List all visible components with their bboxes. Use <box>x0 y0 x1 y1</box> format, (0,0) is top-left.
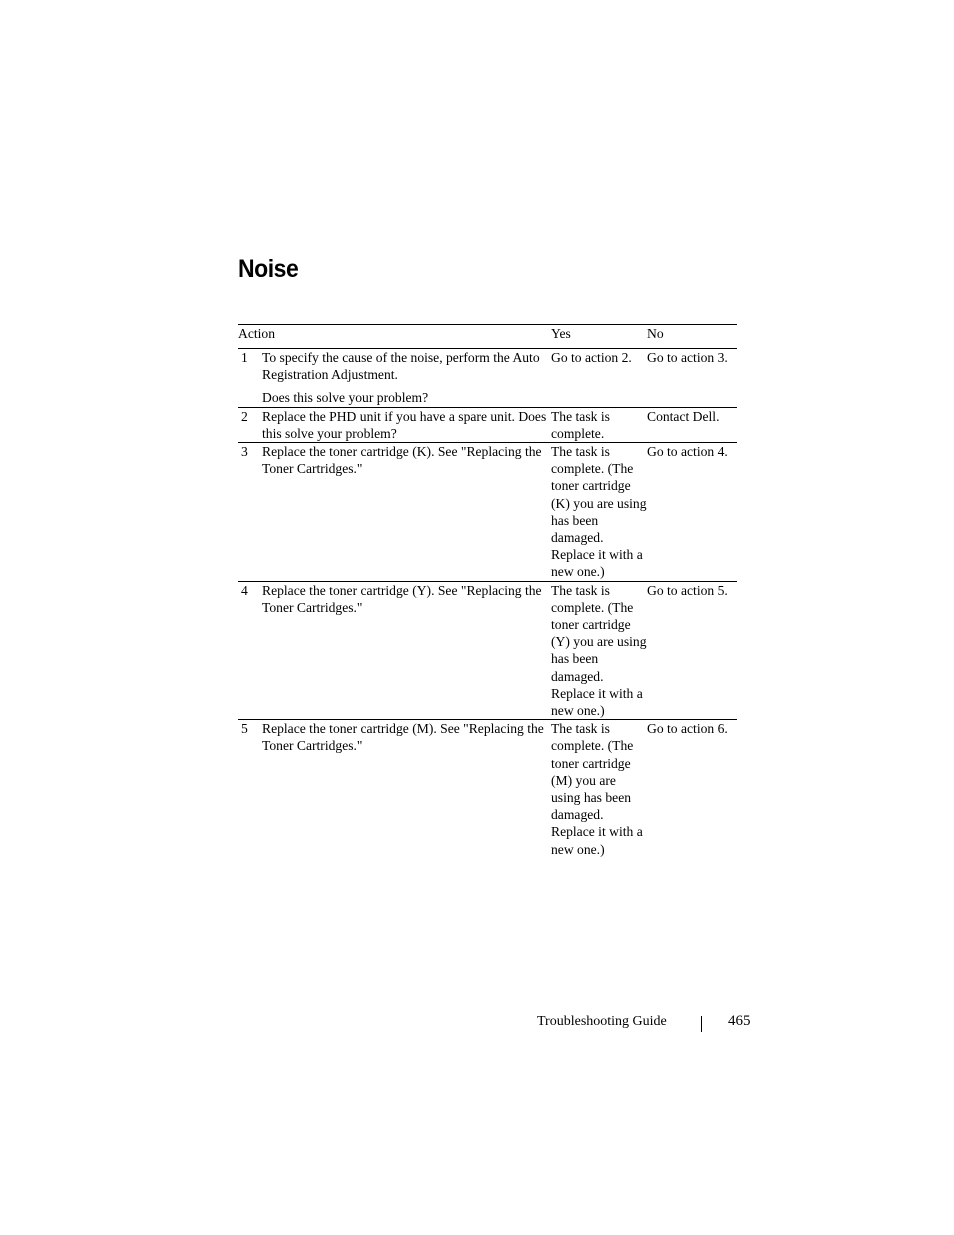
header-no: No <box>647 326 664 341</box>
row-action <box>262 720 551 858</box>
troubleshooting-table <box>238 324 737 858</box>
action-text: Replace the toner cartridge (Y). See "Replacing the Toner Cartridges." <box>262 582 542 615</box>
row-yes: Go to action 2. <box>551 350 632 365</box>
row-no: Go to action 4. <box>647 444 728 460</box>
row-number: 1 <box>241 350 248 365</box>
page-heading: Noise <box>238 255 299 283</box>
action-text: To specify the cause of the noise, perform the Auto Registration Adjustment. <box>262 350 540 383</box>
action-question: Does this solve your problem? <box>262 390 429 406</box>
table-row <box>238 349 737 408</box>
row-yes: The task is complete. (The toner cartridge (Y) you are using has been damaged. Replace it with a new one.) <box>551 582 647 719</box>
row-action <box>262 581 551 720</box>
action-text: Replace the PHD unit if you have a spare unit. Does this solve your problem? <box>262 408 547 441</box>
row-no: Go to action 6. <box>647 721 728 737</box>
row-action <box>262 443 551 582</box>
header-action: Action <box>238 326 275 341</box>
table-row <box>238 720 737 858</box>
row-no: Go to action 3. <box>647 350 728 365</box>
row-yes: The task is complete. (The toner cartridge (K) you are using has been damaged. Replace it with a new one.) <box>551 444 647 580</box>
row-number: 3 <box>241 444 248 460</box>
table-row <box>238 443 737 582</box>
footer-section-title: Troubleshooting Guide <box>537 1014 667 1029</box>
table-header-row <box>238 325 737 349</box>
row-number: 2 <box>241 408 248 424</box>
table-row <box>238 407 737 442</box>
row-no: Go to action 5. <box>647 582 728 598</box>
row-number: 5 <box>241 721 248 737</box>
footer-divider <box>701 1016 702 1032</box>
header-yes: Yes <box>551 326 571 341</box>
action-text: Replace the toner cartridge (K). See "Replacing the Toner Cartridges." <box>262 444 542 477</box>
row-number: 4 <box>241 582 248 598</box>
row-yes: The task is complete. (The toner cartridge (M) you are using has been damaged. Replace it with a new one.) <box>551 721 643 857</box>
row-no: Contact Dell. <box>647 408 720 424</box>
row-action <box>262 349 551 408</box>
action-text: Replace the toner cartridge (M). See "Replacing the Toner Cartridges." <box>262 721 544 754</box>
page-number: 465 <box>728 1013 751 1029</box>
row-yes: The task is complete. <box>551 408 610 441</box>
table-row <box>238 581 737 720</box>
row-action <box>262 407 551 442</box>
